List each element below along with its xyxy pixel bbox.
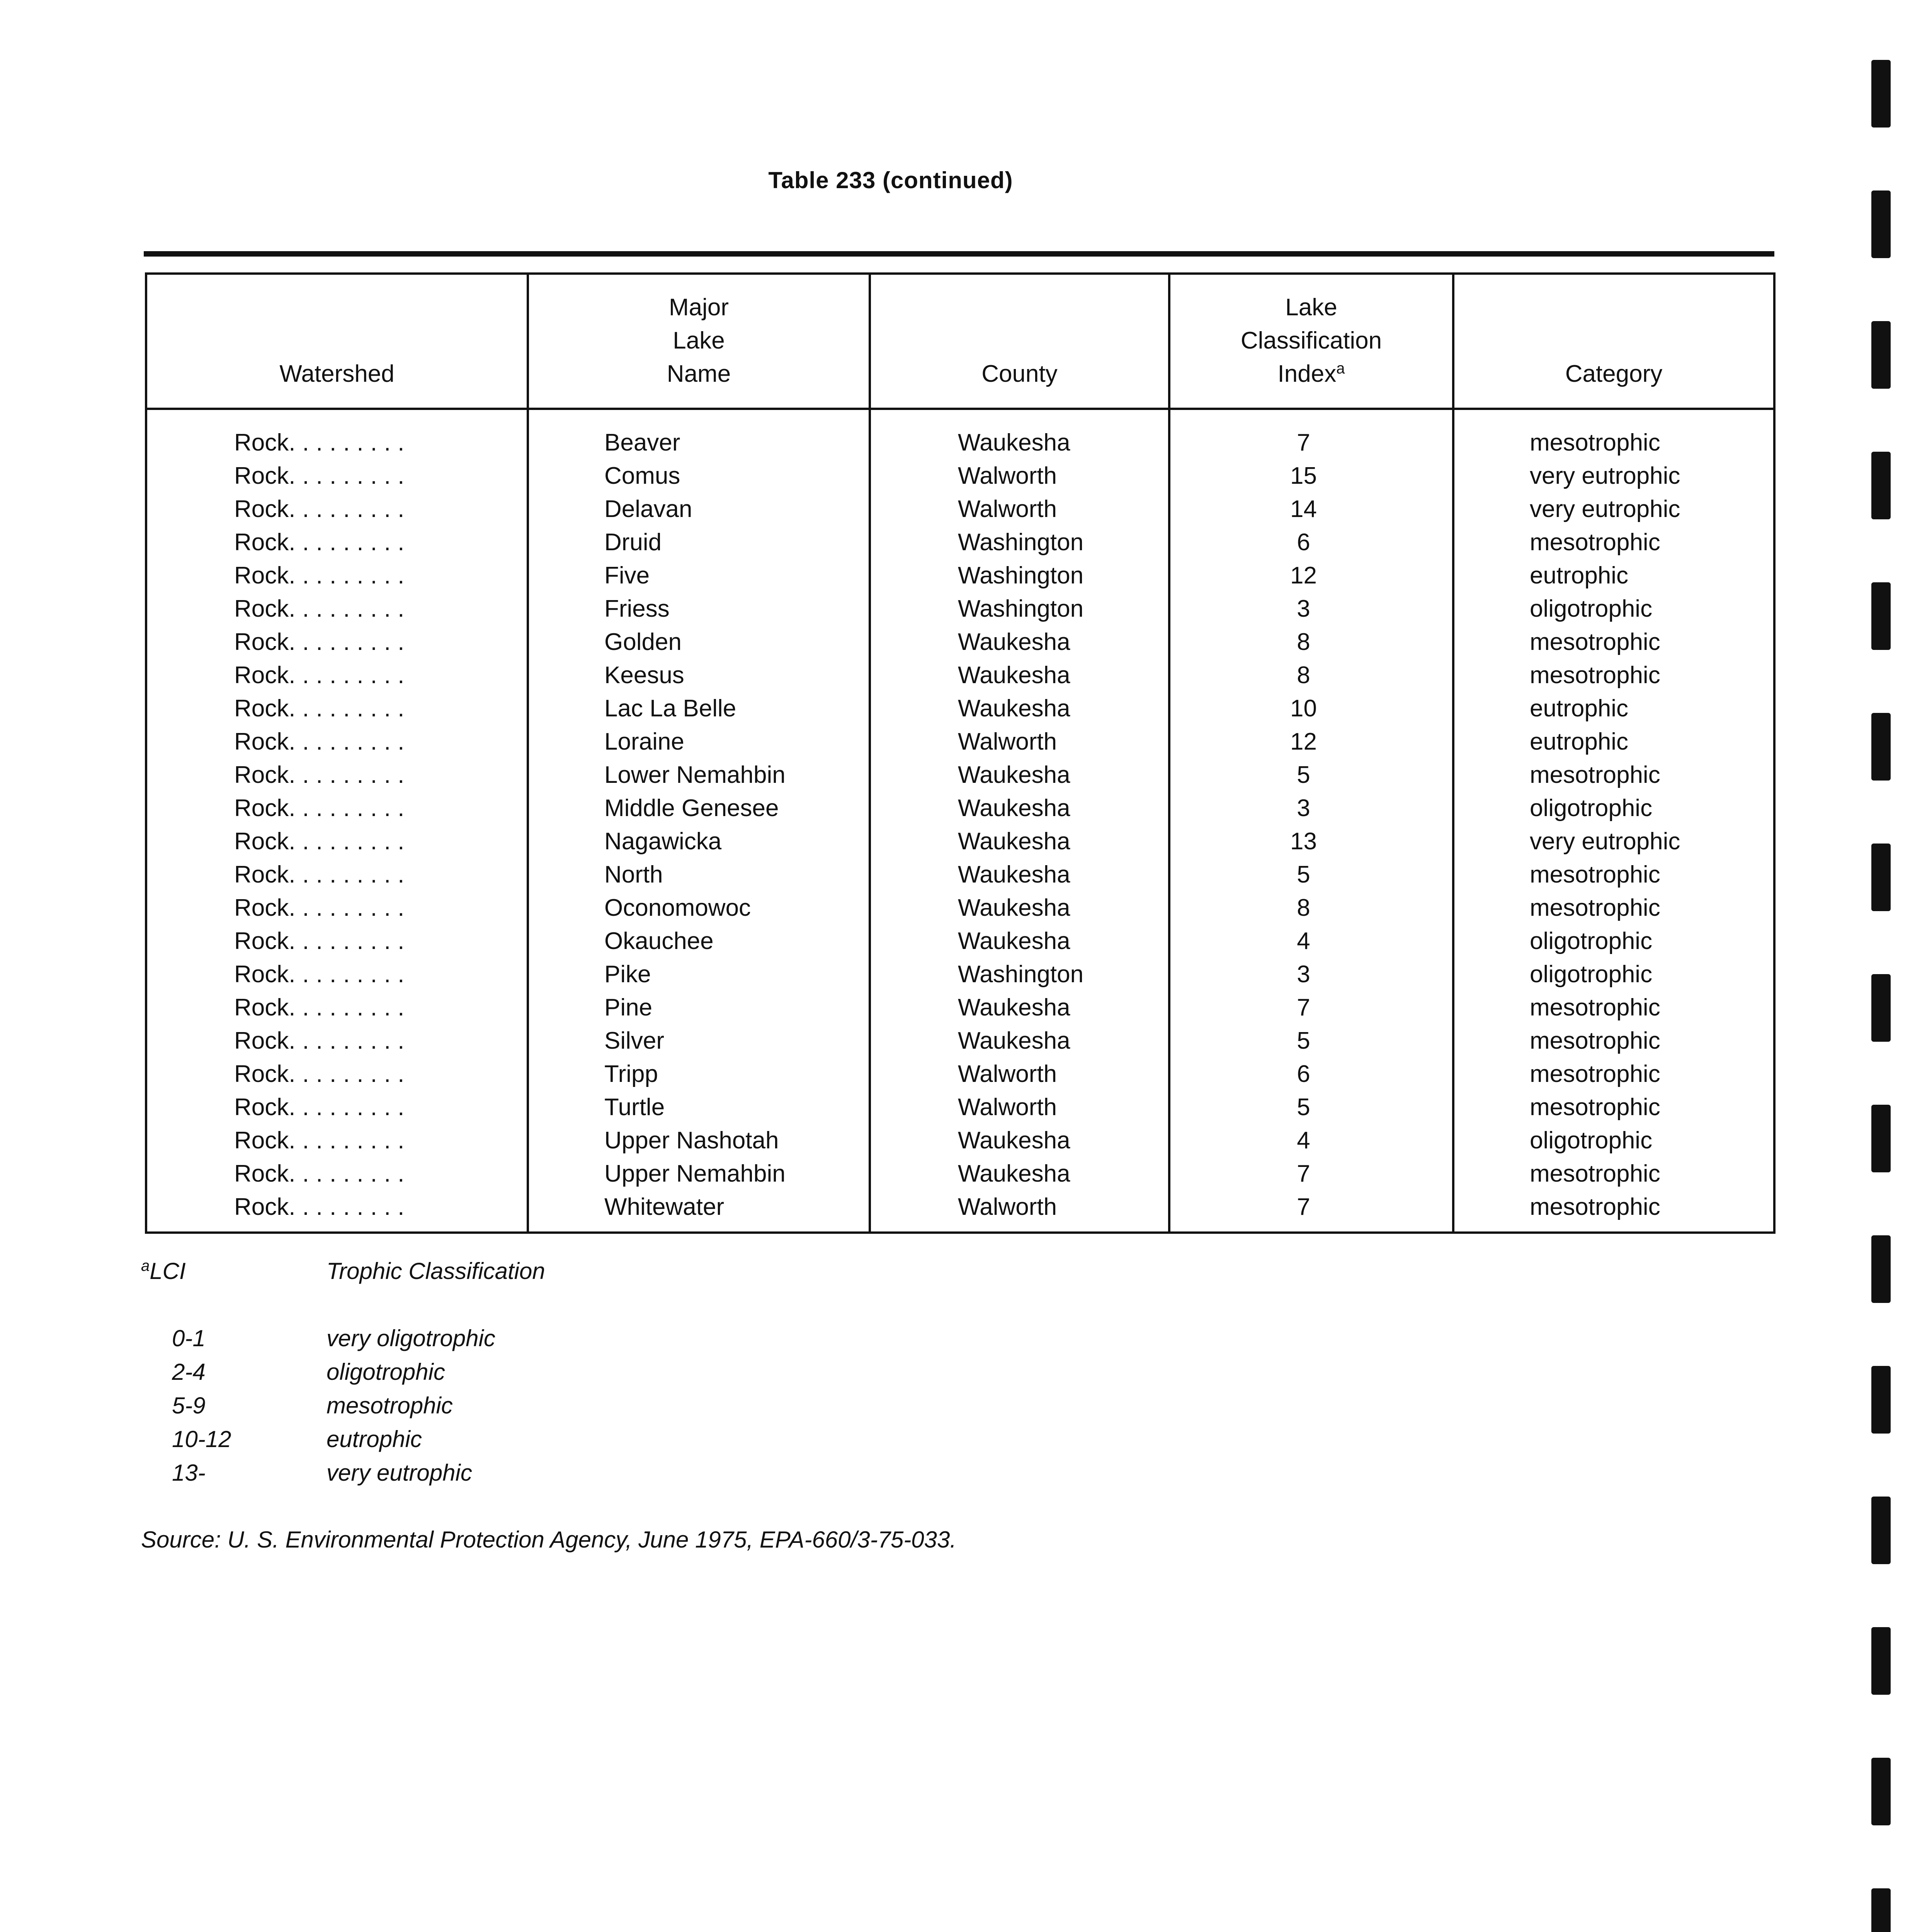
binding-mark [1871,713,1891,781]
cell-county: Walworth [870,493,1169,526]
binding-mark [1871,1758,1891,1825]
cell-lake-name: Upper Nemahbin [528,1157,870,1190]
cell-index: 13 [1169,825,1453,858]
table-row [146,1058,1774,1091]
cell-watershed: Rock......... [234,595,412,622]
table-row [146,692,1774,725]
cell-category: oligotrophic [1453,1124,1774,1157]
table-row [146,1124,1774,1157]
table-row [146,626,1774,659]
cell-watershed: Rock......... [234,1061,412,1087]
table-row [146,825,1774,858]
cell-category: eutrophic [1453,725,1774,759]
cell-lake-name: Five [528,559,870,592]
cell-lake-name: Silver [528,1024,870,1058]
cell-lake-name: Keesus [528,659,870,692]
cell-watershed: Rock......... [234,1094,412,1121]
source-note: Source: U. S. Environmental Protection Agency, June 1975, EPA-660/3-75-033. [141,1527,957,1553]
cell-index: 15 [1169,459,1453,493]
cell-watershed: Rock......... [234,496,412,522]
cell-watershed: Rock......... [234,562,412,589]
cell-category: very eutrophic [1453,825,1774,858]
cell-watershed: Rock......... [234,762,412,788]
cell-index: 3 [1169,792,1453,825]
cell-watershed: Rock......... [234,961,412,988]
table-row [146,858,1774,891]
header-classification-index: Lake Classification Index$^a$ [1169,274,1453,409]
binding-mark [1871,321,1891,389]
table-row [146,459,1774,493]
table-row [146,958,1774,991]
table-row [146,891,1774,925]
binding-mark [1871,452,1891,519]
table-title: Table 233 (continued) [768,167,1013,193]
cell-index: 5 [1169,759,1453,792]
cell-lake-name: Comus [528,459,870,493]
cell-lake-name: Loraine [528,725,870,759]
cell-county: Waukesha [870,991,1169,1024]
binding-mark [1871,1497,1891,1564]
header-category: Category [1453,274,1774,409]
cell-county: Waukesha [870,626,1169,659]
cell-watershed: Rock......... [234,1027,412,1054]
cell-lake-name: Delavan [528,493,870,526]
cell-county: Washington [870,958,1169,991]
cell-index: 3 [1169,592,1453,626]
cell-index: 3 [1169,958,1453,991]
binding-mark [1871,974,1891,1042]
cell-lake-name: Lac La Belle [528,692,870,725]
cell-category: oligotrophic [1453,592,1774,626]
cell-county: Washington [870,526,1169,559]
table-row [146,792,1774,825]
cell-lake-name: Pike [528,958,870,991]
top-rule [144,251,1774,257]
cell-category: mesotrophic [1453,858,1774,891]
cell-index: 10 [1169,692,1453,725]
cell-index: 12 [1169,559,1453,592]
cell-county: Waukesha [870,1157,1169,1190]
cell-county: Washington [870,592,1169,626]
footnote-marker: a [1336,360,1345,377]
cell-category: mesotrophic [1453,1190,1774,1233]
cell-lake-name: Turtle [528,1091,870,1124]
cell-watershed: Rock......... [234,429,412,456]
cell-category: very eutrophic [1453,493,1774,526]
cell-county: Walworth [870,1058,1169,1091]
cell-index: 12 [1169,725,1453,759]
cell-lake-name: Friess [528,592,870,626]
cell-county: Walworth [870,1091,1169,1124]
footnote-range-row: 13- very eutrophic [172,1460,472,1486]
cell-index: 14 [1169,493,1453,526]
cell-category: mesotrophic [1453,1024,1774,1058]
table-row [146,559,1774,592]
cell-watershed: Rock......... [234,1127,412,1154]
cell-index: 8 [1169,891,1453,925]
table-row [146,592,1774,626]
cell-lake-name: Whitewater [528,1190,870,1233]
cell-lake-name: Lower Nemahbin [528,759,870,792]
cell-index: 4 [1169,925,1453,958]
cell-lake-name: Middle Genesee [528,792,870,825]
header-watershed: Watershed [146,274,528,409]
cell-lake-name: Golden [528,626,870,659]
cell-lake-name: Oconomowoc [528,891,870,925]
footnote-range-row: 5-9 mesotrophic [172,1393,453,1418]
binding-mark [1871,1627,1891,1695]
binding-mark [1871,1235,1891,1303]
cell-county: Washington [870,559,1169,592]
cell-county: Waukesha [870,891,1169,925]
cell-lake-name: Druid [528,526,870,559]
cell-county: Walworth [870,725,1169,759]
footnote-range-row: 10-12 eutrophic [172,1426,422,1452]
cell-watershed: Rock......... [234,463,412,489]
cell-county: Waukesha [870,1024,1169,1058]
binding-mark [1871,190,1891,258]
cell-watershed: Rock......... [234,728,412,755]
cell-index: 5 [1169,1091,1453,1124]
cell-watershed: Rock......... [234,828,412,855]
cell-lake-name: Pine [528,991,870,1024]
cell-category: mesotrophic [1453,1091,1774,1124]
table-row [146,991,1774,1024]
cell-category: mesotrophic [1453,991,1774,1024]
footnote-range-row: 2-4 oligotrophic [172,1359,445,1385]
cell-category: eutrophic [1453,692,1774,725]
cell-lake-name: Tripp [528,1058,870,1091]
cell-index: 7 [1169,409,1453,459]
binding-mark [1871,1366,1891,1434]
table-row [146,725,1774,759]
cell-index: 4 [1169,1124,1453,1157]
header-lake-name: Major Lake Name [528,274,870,409]
cell-category: mesotrophic [1453,891,1774,925]
binding-mark [1871,844,1891,911]
cell-index: 6 [1169,1058,1453,1091]
cell-county: Walworth [870,459,1169,493]
cell-county: Waukesha [870,792,1169,825]
cell-category: mesotrophic [1453,626,1774,659]
cell-lake-name: Okauchee [528,925,870,958]
footnote-list [141,1321,495,1490]
cell-county: Waukesha [870,659,1169,692]
table-row [146,759,1774,792]
cell-watershed: Rock......... [234,662,412,689]
footnote-header: $^a$LCI Trophic Classification [141,1257,545,1284]
cell-county: Waukesha [870,692,1169,725]
cell-category: oligotrophic [1453,925,1774,958]
cell-watershed: Rock......... [234,1194,412,1220]
binding-mark [1871,1105,1891,1172]
table-row [146,1190,1774,1233]
cell-lake-name: Upper Nashotah [528,1124,870,1157]
cell-category: very eutrophic [1453,459,1774,493]
cell-index: 6 [1169,526,1453,559]
cell-category: mesotrophic [1453,1157,1774,1190]
cell-index: 8 [1169,659,1453,692]
cell-watershed: Rock......... [234,928,412,954]
cell-county: Waukesha [870,409,1169,459]
header-row [146,274,1774,409]
cell-county: Waukesha [870,1124,1169,1157]
cell-county: Waukesha [870,858,1169,891]
cell-index: 7 [1169,1157,1453,1190]
cell-category: mesotrophic [1453,1058,1774,1091]
cell-watershed: Rock......... [234,994,412,1021]
cell-index: 5 [1169,1024,1453,1058]
cell-index: 7 [1169,1190,1453,1233]
table-row [146,526,1774,559]
cell-category: mesotrophic [1453,526,1774,559]
cell-county: Waukesha [870,825,1169,858]
cell-watershed: Rock......... [234,895,412,921]
cell-watershed: Rock......... [234,861,412,888]
cell-county: Waukesha [870,925,1169,958]
cell-lake-name: Beaver [528,409,870,459]
cell-category: mesotrophic [1453,759,1774,792]
table-row [146,409,1774,459]
cell-index: 8 [1169,626,1453,659]
table-row [146,1157,1774,1190]
table-row [146,493,1774,526]
cell-lake-name: Nagawicka [528,825,870,858]
cell-county: Waukesha [870,759,1169,792]
cell-category: eutrophic [1453,559,1774,592]
table-row [146,1024,1774,1058]
cell-watershed: Rock......... [234,695,412,722]
cell-category: oligotrophic [1453,792,1774,825]
cell-index: 7 [1169,991,1453,1024]
cell-index: 5 [1169,858,1453,891]
table-row [146,925,1774,958]
binding-mark [1871,60,1891,128]
cell-watershed: Rock......... [234,529,412,556]
cell-watershed: Rock......... [234,1160,412,1187]
footnote-range-row: 0-1 very oligotrophic [172,1325,495,1351]
table-row [146,659,1774,692]
cell-county: Walworth [870,1190,1169,1233]
header-county: County [870,274,1169,409]
cell-category: oligotrophic [1453,958,1774,991]
cell-category: mesotrophic [1453,409,1774,459]
cell-watershed: Rock......... [234,795,412,821]
table-row [146,1091,1774,1124]
cell-watershed: Rock......... [234,629,412,655]
cell-category: mesotrophic [1453,659,1774,692]
binding-mark [1871,1888,1891,1932]
binding-mark [1871,582,1891,650]
cell-lake-name: North [528,858,870,891]
lake-classification-table [145,272,1776,1234]
